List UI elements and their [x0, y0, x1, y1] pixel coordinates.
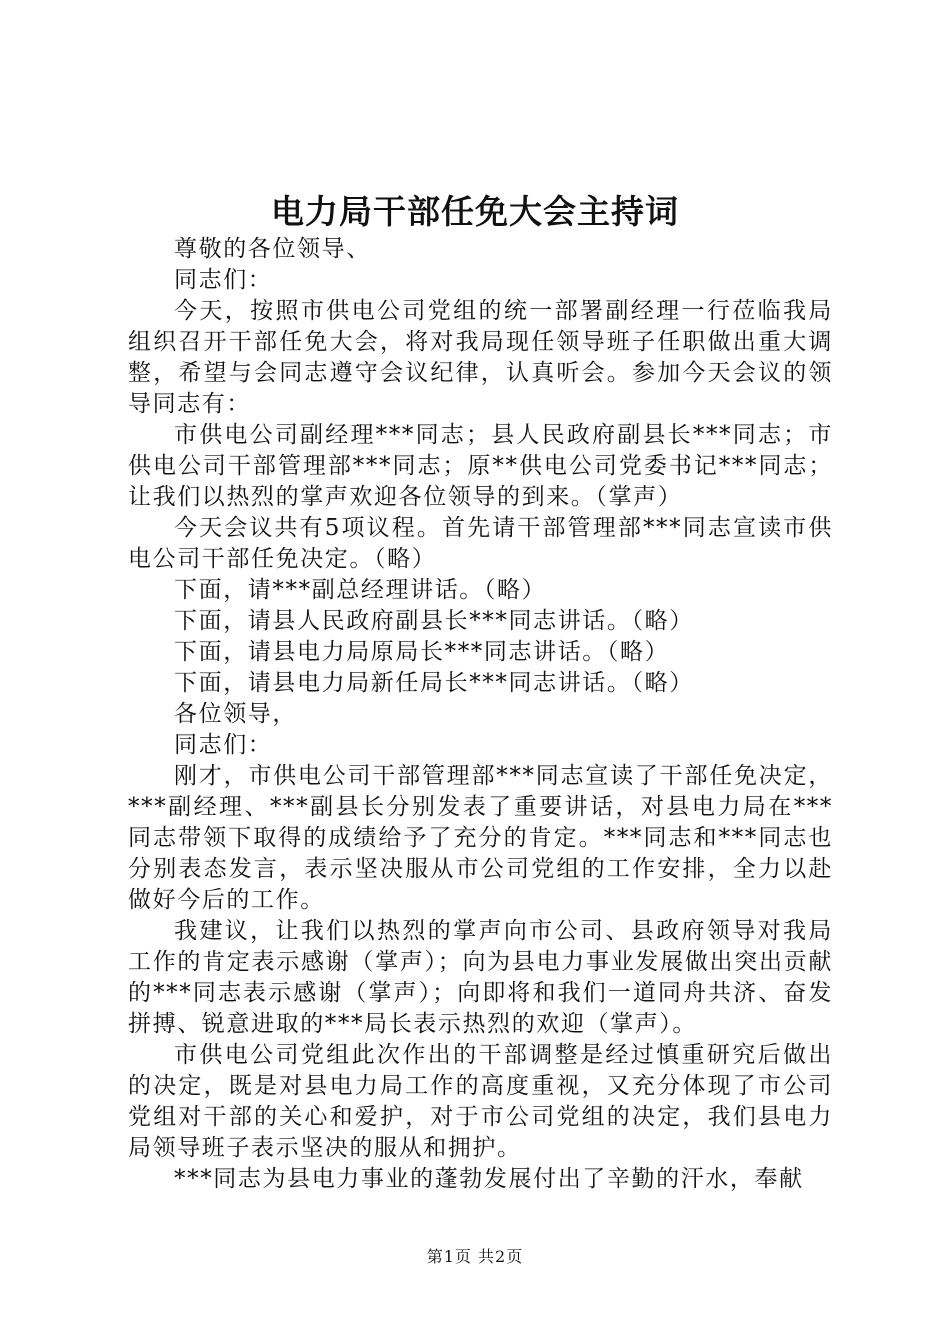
paragraph: 尊敬的各位领导、	[174, 236, 371, 262]
paragraph: 市供电公司副经理***同志；县人民政府副县长***同志；市供电公司干部管理部***同志；原**供电公司党委书记***同志；让我们以热烈的掌声欢迎各位领导的到来。（掌声）	[128, 422, 833, 510]
paragraph: 刚才，市供电公司干部管理部***同志宣读了干部任免决定，***副经理、***副县长分别发表了重要讲话，对县电力局在***同志带领下取得的成绩给予了充分的肯定。***同志和***同志也分别表态发言，表示坚决服从市公司党组的工作安排，全力以赴做好今后的工作。	[128, 763, 833, 913]
paragraph: 同志们：	[174, 267, 273, 293]
paragraph: 下面，请***副总经理讲话。（略）	[174, 577, 547, 603]
paragraph: 我建议，让我们以热烈的掌声向市公司、县政府领导对我局工作的肯定表示感谢（掌声）；向为县电力事业发展做出突出贡献的***同志表示感谢（掌声）；向即将和我们一道同舟共济、奋发拼搏、锐意进取的***局长表示热烈的欢迎（掌声）。	[128, 918, 833, 1037]
paragraph: 今天会议共有5项议程。首先请干部管理部***同志宣读市供电公司干部任免决定。（略）	[128, 515, 833, 572]
paragraph: 下面，请县电力局原局长***同志讲话。（略）	[174, 639, 670, 665]
paragraph: ***同志为县电力事业的蓬勃发展付出了辛勤的汗水，奉献	[174, 1166, 804, 1192]
page-footer: 第1页 共2页	[426, 1247, 524, 1266]
paragraph: 下面，请县电力局新任局长***同志讲话。（略）	[174, 670, 694, 696]
paragraph: 同志们：	[174, 732, 273, 758]
document-title: 电力局干部任免大会主持词	[271, 192, 679, 231]
paragraph: 市供电公司党组此次作出的干部调整是经过慎重研究后做出的决定，既是对县电力局工作的高度重视，又充分体现了市公司党组对干部的关心和爱护，对于市公司党组的决定，我们县电力局领导班子表示坚决的服从和拥护。	[128, 1042, 833, 1161]
paragraph: 各位领导，	[174, 701, 297, 727]
paragraph: 下面，请县人民政府副县长***同志讲话。（略）	[174, 608, 694, 634]
document-body	[128, 234, 833, 1195]
paragraph: 今天，按照市供电公司党组的统一部署副经理一行莅临我局组织召开干部任免大会，将对我局现任领导班子任职做出重大调整，希望与会同志遵守会议纪律，认真听会。参加今天会议的领导同志有：	[128, 298, 833, 417]
